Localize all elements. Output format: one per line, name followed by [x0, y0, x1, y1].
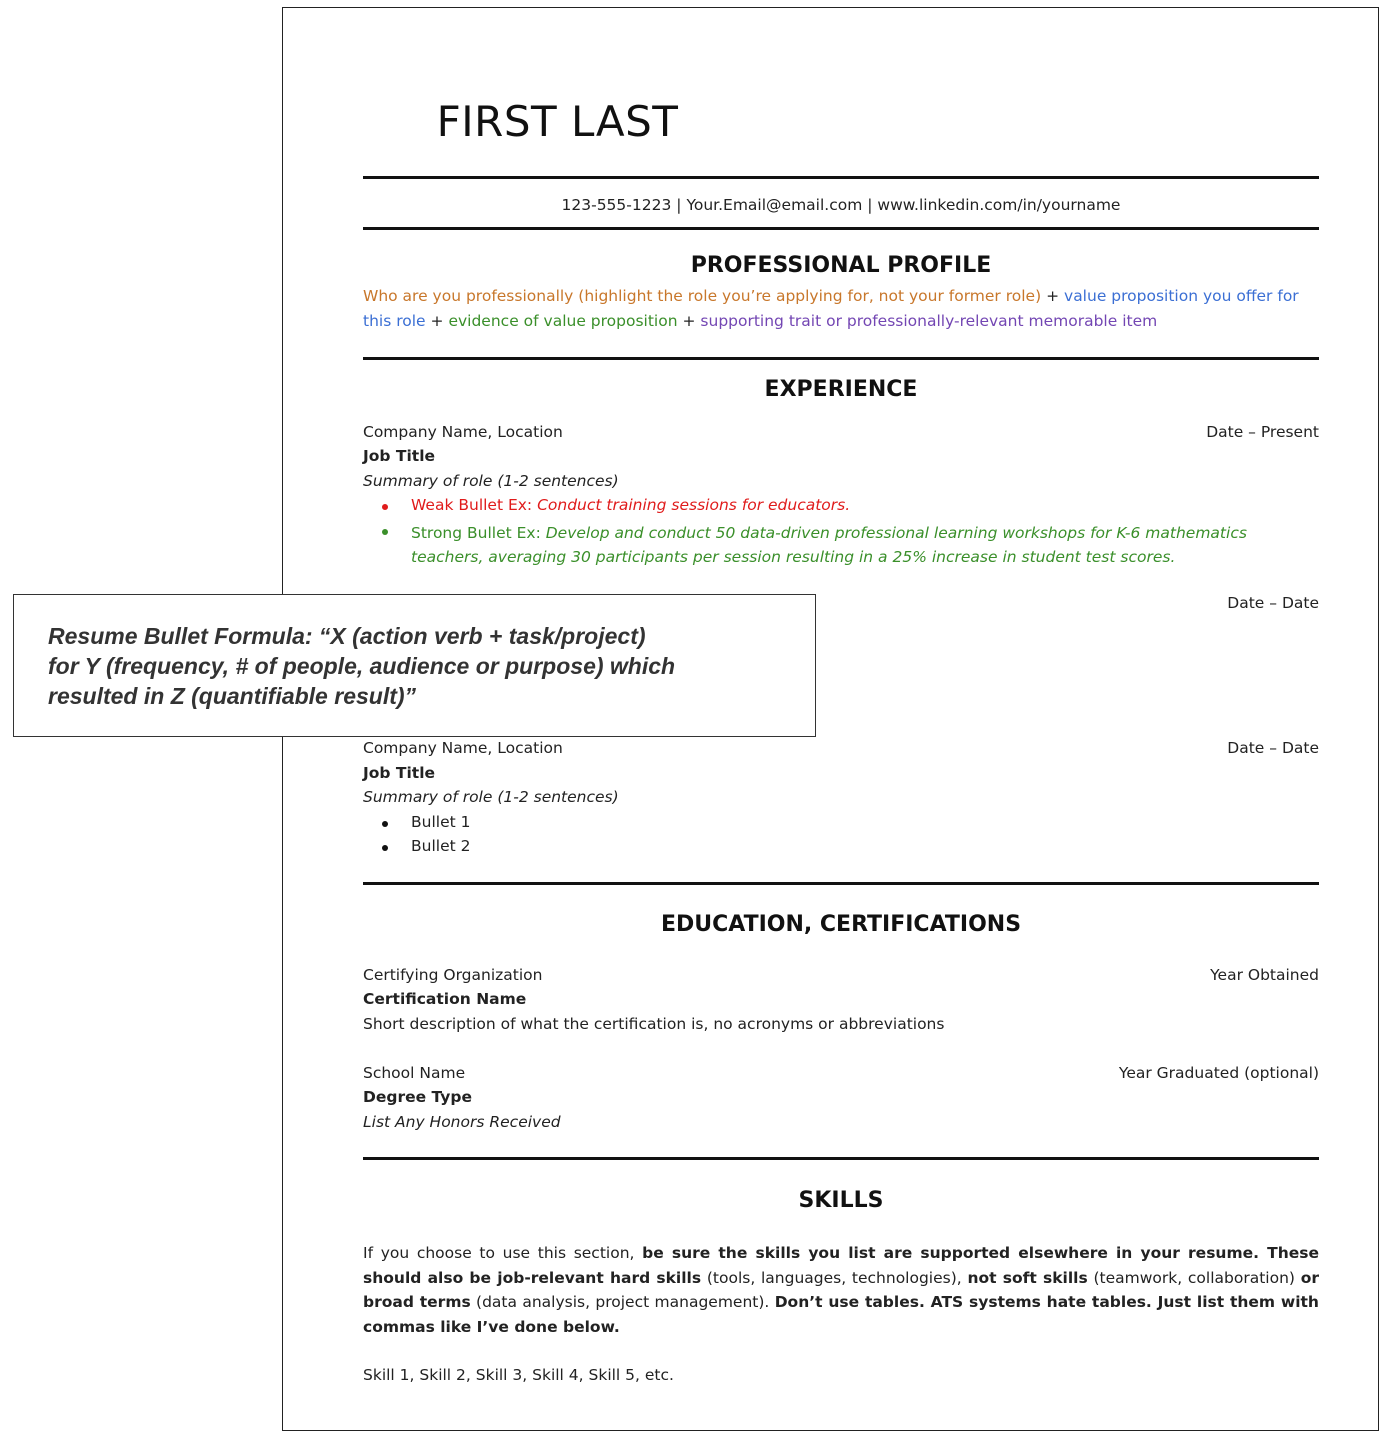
bullet-formula-callout [13, 594, 816, 737]
skills-paragraph [363, 1241, 1319, 1340]
skills-text-bold: be sure the skills you list are supported elsewhere in your resume. These should also be job-relevant hard skills [363, 1244, 1319, 1287]
cert-name: Certification Name [363, 990, 527, 1008]
school-name: School Name [363, 1064, 466, 1082]
divider [363, 176, 1319, 179]
divider [363, 882, 1319, 885]
education-heading: EDUCATION, CERTIFICATIONS [660, 912, 1022, 937]
callout-text [48, 621, 808, 711]
job-summary: Summary of role (1-2 sentences) [363, 472, 619, 490]
phone: 123-555-1223 [561, 196, 672, 214]
contact-line [363, 196, 1319, 214]
cert-year: Year Obtained [1210, 966, 1319, 984]
callout-line: Resume Bullet Formula: “X (action verb + task/project) [48, 623, 646, 649]
bullet-item: Bullet 1 [411, 813, 471, 831]
callout-line: for Y (frequency, # of people, audience or purpose) which [48, 653, 676, 679]
cert-org: Certifying Organization [363, 966, 543, 984]
cert-desc: Short description of what the certification is, no acronyms or abbreviations [363, 1015, 945, 1033]
experience-heading: EXPERIENCE [764, 377, 918, 402]
plus-sign: + [1046, 287, 1060, 305]
school-year: Year Graduated (optional) [1118, 1064, 1319, 1082]
job-date: Date – Date [1227, 739, 1319, 757]
skills-heading: SKILLS [798, 1188, 884, 1213]
job-summary: Summary of role (1-2 sentences) [363, 788, 619, 806]
linkedin: www.linkedin.com/in/yourname [877, 196, 1121, 214]
strong-bullet-text-1: Develop and conduct 50 data-driven professional learning workshops for K-6 mathematics [545, 524, 1247, 542]
degree-type: Degree Type [363, 1088, 472, 1106]
callout-line: resulted in Z (quantifiable result)” [48, 683, 417, 709]
job-date: Date – Date [1227, 594, 1319, 612]
skills-list: Skill 1, Skill 2, Skill 3, Skill 4, Skill 5, etc. [363, 1366, 674, 1384]
strong-bullet [411, 521, 1311, 569]
divider [363, 357, 1319, 360]
skills-text: If you choose to use this section, [363, 1244, 643, 1262]
job-company: Company Name, Location [363, 739, 563, 757]
profile-who: Who are you professionally (highlight the role you’re applying for, not your former role) [363, 287, 1042, 305]
separator: | [676, 196, 682, 214]
profile-trait: supporting trait or professionally-relevant memorable item [700, 312, 1158, 330]
skills-text: (tools, languages, technologies), [701, 1268, 968, 1287]
weak-bullet [411, 496, 850, 514]
weak-bullet-text: Conduct training sessions for educators. [537, 496, 851, 514]
profile-evidence: evidence of value proposition [448, 312, 678, 330]
skills-text: (teamwork, collaboration) [1087, 1268, 1301, 1287]
job-company: Company Name, Location [363, 423, 563, 441]
job-date: Date – Present [1206, 423, 1319, 441]
profile-text [363, 284, 1319, 334]
strong-bullet-label: Strong Bullet Ex: [411, 524, 546, 542]
profile-heading: PROFESSIONAL PROFILE [690, 253, 992, 278]
bullet-dot [382, 821, 388, 827]
skills-text-bold: not soft skills [967, 1268, 1088, 1287]
skills-text: (data analysis, project management). [470, 1293, 775, 1312]
profile-value: value proposition you offer for this role [363, 287, 1299, 330]
plus-sign: + [430, 312, 444, 330]
honors: List Any Honors Received [363, 1113, 561, 1131]
skills-text-bold: or broad terms [363, 1268, 1319, 1312]
divider [363, 1157, 1319, 1160]
separator: | [867, 196, 873, 214]
bullet-dot [382, 529, 388, 535]
strong-bullet-text-2: teachers, averaging 30 participants per session resulting in a 25% increase in student test scores. [411, 548, 1176, 566]
email: Your.Email@email.com [686, 196, 863, 214]
resume-name: FIRST LAST [436, 97, 679, 146]
skills-text-bold: Don’t use tables. ATS systems hate tables. Just list them with commas like I’ve done below. [363, 1293, 1319, 1337]
job-title: Job Title [363, 764, 436, 782]
weak-bullet-label: Weak Bullet Ex: [411, 496, 538, 514]
bullet-dot [382, 504, 388, 510]
plus-sign: + [682, 312, 696, 330]
bullet-dot [382, 845, 388, 851]
job-title: Job Title [363, 447, 436, 465]
bullet-item: Bullet 2 [411, 837, 471, 855]
divider [363, 227, 1319, 230]
